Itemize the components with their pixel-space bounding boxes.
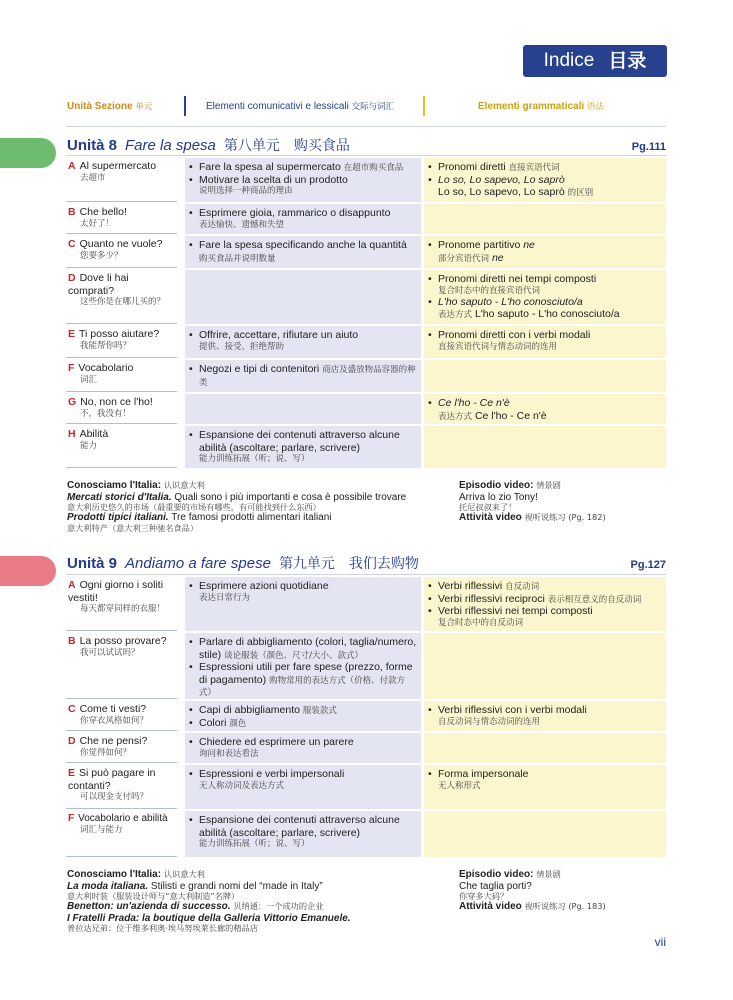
table-row: H Abilità 能力 • Espansione dei contenuti attraverso alcune abilità (ascoltare; parlare, scrivere) 能力训练拓展（听；说、写）	[66, 426, 666, 468]
table-row	[66, 158, 666, 202]
unit-tab-marker	[0, 138, 56, 168]
table-row: D Che ne pensi? 你觉得如何？ • Chiedere ed esprimere un parere 询问和表达看法	[66, 733, 666, 763]
section-cell: A Al supermercato 去超市	[66, 158, 177, 202]
divider	[66, 574, 666, 575]
index-title-zh: 目录	[608, 49, 647, 72]
table-row: C Come ti vesti? 你穿衣风格如何？ • Capi di abbigliamento 服装款式 • Colori 颜色 • Verbi riflessivi con i verbi modali 自反动词与情态动词的连用	[66, 701, 666, 731]
column-divider	[423, 96, 425, 116]
conosciamo-block: Conosciamo l'Italia: 认识意大利 Mercati storici d'Italia. Quali sono i più importanti e cosa è possibile trovare 意大利历史悠久的市场（最重要的市场有哪些，有可能找到什么东西） Prodotti tipici italiani. Tre famosi prodotti alimentari italiani 意大利特产（意大利三种驰名食品）	[67, 480, 407, 533]
column-header-unit: Unità Sezione 单元	[67, 101, 153, 112]
unit-page-ref: Pg.111	[631, 141, 666, 153]
table-row: A Ogni giorno i soliti vestiti! 每天都穿同样的衣服！ • Esprimere azioni quotidiane 表达日常行为 • Verbi riflessivi 自反动词 • Verbi riflessivi reciproci 表示相互意义的自反动词 • Verbi riflessivi nei tempi composti 复合时态中的自反动词	[66, 577, 666, 631]
table-row: D Dove li hai comprati? 这些你是在哪儿买的？ • Pronomi diretti nei tempi composti 复合时态中的直接宾语代词 • L'ho saputo - L'ho conosciuto/a 表达方式 L'ho saputo - L'ho conosciuto/a	[66, 270, 666, 324]
table-row: C Quanto ne vuole? 您要多少？ • Fare la spesa specificando anche la quantità 购买食品并说明数量 • Pronome partitivo ne 部分宾语代词 ne	[66, 236, 666, 268]
index-title-it: Indice	[543, 49, 595, 71]
table-row: E Ti posso aiutare? 我能帮你吗？ • Offrire, accettare, rifiutare un aiuto 提供、接受、拒绝帮助 • Pronomi diretti con i verbi modali 直接宾语代词与情态动词的连用	[66, 326, 666, 358]
conosciamo-block: Conosciamo l'Italia: 认识意大利 La moda italiana. Stilisti e grandi nomi del “made in Italy” 意大利时装（服装设计师与“意大利制造”名牌） Benetton: un'azienda di successo. 贝纳通：一个成功的企业 I Fratelli Prada: la boutique della Galleria Vittorio Emanuele. 普拉达兄弟：位于维多利奥·埃马努埃莱长廊的精品店	[67, 869, 351, 934]
divider	[66, 126, 666, 127]
communication-cell: • Fare la spesa al supermercato 在超市购买食品 • Motivare la scelta di un prodotto 说明选择一种商品的理由	[185, 158, 421, 202]
grammar-cell: • Pronomi diretti 直接宾语代词 • Lo so, Lo sapevo, Lo saprò Lo so, Lo sapevo, Lo saprò 的区别	[424, 158, 666, 202]
divider	[66, 155, 666, 156]
page-number: vii	[654, 935, 666, 949]
video-block: Episodio video: 情景剧 Arriva lo zio Tony! 托尼叔叔来了！ Attività video 视听说练习 (Pg. 182)	[459, 480, 606, 524]
unit-title: Unità 8 Fare la spesa 第八单元 购买食品	[67, 137, 350, 154]
column-divider	[184, 96, 186, 116]
column-header-grammar: Elementi grammaticali 语法	[478, 101, 604, 112]
unit-tab-marker	[0, 556, 56, 586]
index-title-box	[523, 45, 667, 77]
unit-page-ref: Pg.127	[630, 559, 666, 571]
table-row: B Che bello! 太好了！ • Esprimere gioia, rammarico o disappunto 表达愉快、遗憾和失望	[66, 204, 666, 234]
table-row: F Vocabolario 词汇 • Negozi e tipi di contenitori 商店及盛放物品容器的种类	[66, 360, 666, 392]
unit-title: Unità 9 Andiamo a fare spese 第九单元 我们去购物	[67, 555, 419, 572]
column-header-communication: Elementi comunicativi e lessicali 交际与词汇	[206, 101, 395, 112]
table-row: F Vocabolario e abilità 词汇与能力 • Espansione dei contenuti attraverso alcune abilità (ascoltare; parlare, scrivere) 能力训练拓展（听；说、写）	[66, 811, 666, 857]
table-row: B La posso provare? 我可以试试吗？ • Parlare di abbigliamento (colori, taglia/numero, stile) 谈论服装（颜色、尺寸/大小、款式） • Espressioni utili per fare spese (prezzo, forme di pagamento) 购物常用的表达方式（价格、付款方式）	[66, 633, 666, 699]
table-row: G No, non ce l'ho! 不，我没有！ • Ce l'ho - Ce n'è 表达方式 Ce l'ho - Ce n'è	[66, 394, 666, 424]
video-block: Episodio video: 情景剧 Che taglia porti? 你穿多大码？ Attività video 视听说练习 (Pg. 183)	[459, 869, 606, 913]
table-row: E Si può pagare in contanti? 可以现金支付吗？ • Espressioni e verbi impersonali 无人称动词及表达方式 • Forma impersonale 无人称形式	[66, 765, 666, 809]
